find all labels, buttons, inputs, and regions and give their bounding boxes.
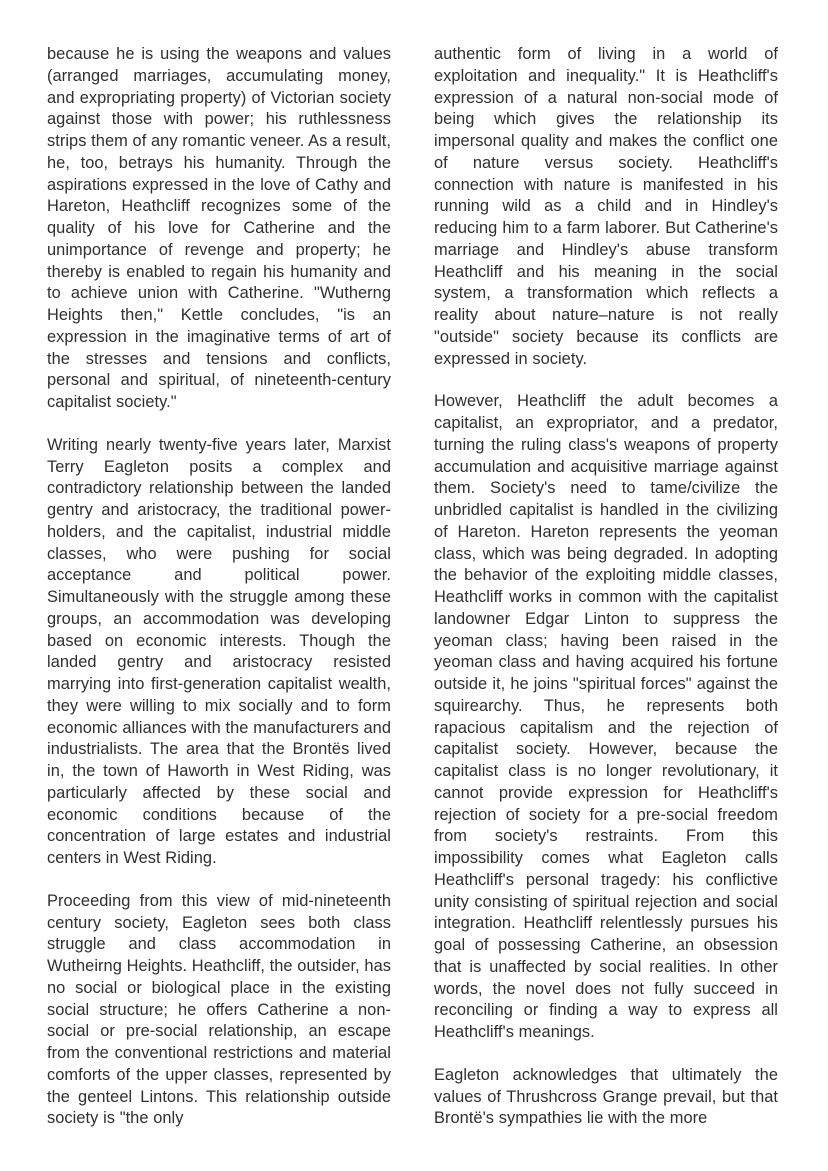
paragraph: Proceeding from this view of mid-nineteenth century society, Eagleton sees both class struggle and class accommodation in Wutheirng Heights. Heathcliff, the outsider, has no social or biological place in the existing social structure; he offers Catherine a non-social or pre-social relationship, an escape from the conventional restrictions and material comforts of the upper classes, represented by the genteel Lintons. This relationship outside society is "the only: [47, 891, 391, 1128]
two-column-body: [47, 44, 778, 1128]
paragraph: authentic form of living in a world of exploitation and inequality." It is Heathcliff's expression of a natural non-social mode of being which gives the relationship its impersonal quality and makes the conflict one of nature versus society. Heathcliff's connection with nature is manifested in his running wild as a child and in Hindley's reducing him to a farm laborer. But Catherine's marriage and Hindley's abuse transform Heathcliff and his meaning in the social system, a transformation which reflects a reality about nature–nature is not really "outside" society because its conflicts are expressed in society.: [434, 45, 778, 368]
paragraph: However, Heathcliff the adult becomes a capitalist, an expropriator, and a predator, turning the ruling class's weapons of property accumulation and acquisitive marriage against them. Society's need to tame/civilize the unbridled capitalist is handled in the civilizing of Hareton. Hareton represents the yeoman class, which was being degraded. In adopting the behavior of the exploiting middle classes, Heathcliff works in common with the capitalist landowner Edgar Linton to suppress the yeoman class; having been raised in the yeoman class and having acquired his fortune outside it, he joins "spiritual forces" against the squirearchy. Thus, he represents both rapacious capitalism and the rejection of capitalist society. However, because the capitalist class is no longer revolutionary, it cannot provide expression for Heathcliff's rejection of society for a pre-social freedom from society's restraints. From this impossibility comes what Eagleton calls Heathcliff's personal tragedy: his conflictive unity consisting of spiritual rejection and social integration. Heathcliff relentlessly pursues his goal of possessing Catherine, an obsession that is unaffected by social realities. In other words, the novel does not fully succeed in reconciling or finding a way to express all Heathcliff's meanings.: [434, 392, 778, 1041]
left-column: [47, 44, 391, 1130]
paragraph: Writing nearly twenty-five years later, Marxist Terry Eagleton posits a complex and contradictory relationship between the landed gentry and aristocracy, the traditional power-holders, and the capitalist, industrial middle classes, who were pushing for social acceptance and political power. Simultaneously with the struggle among these groups, an accommodation was developing based on economic interests. Though the landed gentry and aristocracy resisted marrying into first-generation capitalist wealth, they were willing to mix socially and to form economic alliances with the manufacturers and industrialists. The area that the Brontës lived in, the town of Haworth in West Riding, was particularly affected by these social and economic conditions because of the concentration of large estates and industrial centers in West Riding.: [47, 435, 391, 867]
paragraph: because he is using the weapons and values (arranged marriages, accumulating money, and expropriating property) of Victorian society against those with power; his ruthlessness strips them of any romantic veneer. As a result, he, too, betrays his humanity. Through the aspirations expressed in the love of Cathy and Hareton, Heathcliff recognizes some of the quality of his love for Catherine and the unimportance of revenge and property; he thereby is enabled to regain his humanity and to achieve union with Catherine. "Wutherng Heights then," Kettle concludes, "is an expression in the imaginative terms of art of the stresses and tensions and conflicts, personal and spiritual, of nineteenth-century capitalist society.": [47, 45, 391, 411]
paragraph: Eagleton acknowledges that ultimately the values of Thrushcross Grange prevail, but that Brontë's sympathies lie with the more: [434, 1065, 778, 1128]
right-column: [434, 44, 778, 1130]
